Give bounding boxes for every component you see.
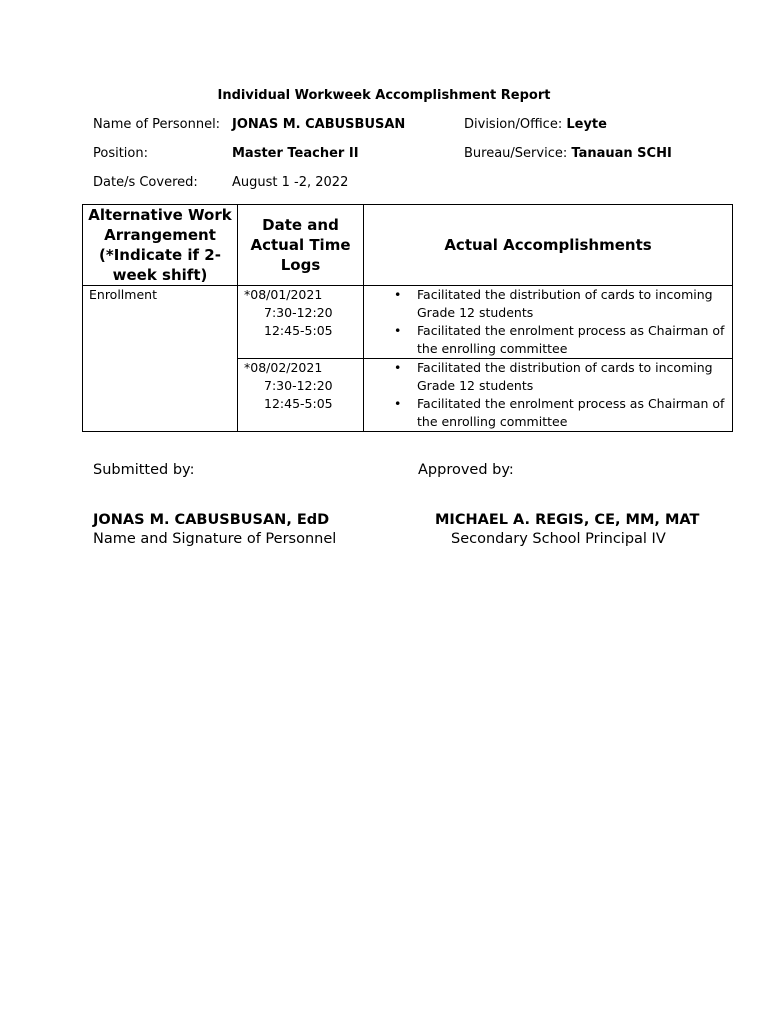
division-field <box>464 117 607 132</box>
arrangement-cell: Enrollment <box>83 286 238 432</box>
report-title: Individual Workweek Accomplishment Report <box>217 88 551 103</box>
submitted-by-label: Submitted by: <box>93 462 195 478</box>
log-date: *08/01/2021 <box>244 287 323 302</box>
submitter-name: JONAS M. CABUSBUSAN, EdD <box>93 512 330 528</box>
dates-row <box>93 175 733 193</box>
position-row <box>93 146 733 164</box>
header-arrangement: Alternative Work Arrangement (*Indicate if 2-week shift) <box>83 205 238 286</box>
bureau-field <box>464 146 672 161</box>
division-label: Division/Office: <box>464 117 563 132</box>
bullet-icon: • <box>394 323 402 338</box>
position-value: Master Teacher II <box>232 146 359 161</box>
header-accomplishments: Actual Accomplishments <box>364 205 733 286</box>
approved-by-label: Approved by: <box>418 462 514 478</box>
bullet-icon: • <box>394 396 402 411</box>
dates-label: Date/s Covered: <box>93 175 198 190</box>
table-row <box>83 286 733 359</box>
accomplishments-cell <box>364 286 733 359</box>
table-header-row <box>83 205 733 286</box>
list-item: • Facilitated the enrolment process as Chairman of the enrolling committee <box>394 323 725 356</box>
personnel-row <box>93 117 733 135</box>
approver-role: Secondary School Principal IV <box>451 531 666 547</box>
list-item: • Facilitated the distribution of cards to incoming Grade 12 students <box>394 287 713 320</box>
accomplishment-table <box>82 204 733 432</box>
bullet-icon: • <box>394 360 402 375</box>
bullet-icon: • <box>394 287 402 302</box>
division-value: Leyte <box>566 117 607 132</box>
accomplishments-cell <box>364 359 733 432</box>
submitter-role: Name and Signature of Personnel <box>93 531 337 547</box>
log-date: *08/02/2021 <box>244 360 323 375</box>
log-time-afternoon: 12:45-5:05 <box>264 396 333 411</box>
position-label: Position: <box>93 146 148 161</box>
personnel-value: JONAS M. CABUSBUSAN <box>232 117 406 132</box>
time-log-cell <box>238 359 364 432</box>
log-time-afternoon: 12:45-5:05 <box>264 323 333 338</box>
list-item: • Facilitated the enrolment process as Chairman of the enrolling committee <box>394 396 725 429</box>
time-log-cell <box>238 286 364 359</box>
log-time-morning: 7:30-12:20 <box>264 305 333 320</box>
list-item: • Facilitated the distribution of cards to incoming Grade 12 students <box>394 360 713 393</box>
bureau-label: Bureau/Service: <box>464 146 568 161</box>
bureau-value: Tanauan SCHI <box>571 146 672 161</box>
dates-value: August 1 -2, 2022 <box>232 175 349 190</box>
approver-name: MICHAEL A. REGIS, CE, MM, MAT <box>435 512 700 528</box>
header-time-logs: Date and Actual Time Logs <box>238 205 364 286</box>
personnel-label: Name of Personnel: <box>93 117 221 132</box>
log-time-morning: 7:30-12:20 <box>264 378 333 393</box>
